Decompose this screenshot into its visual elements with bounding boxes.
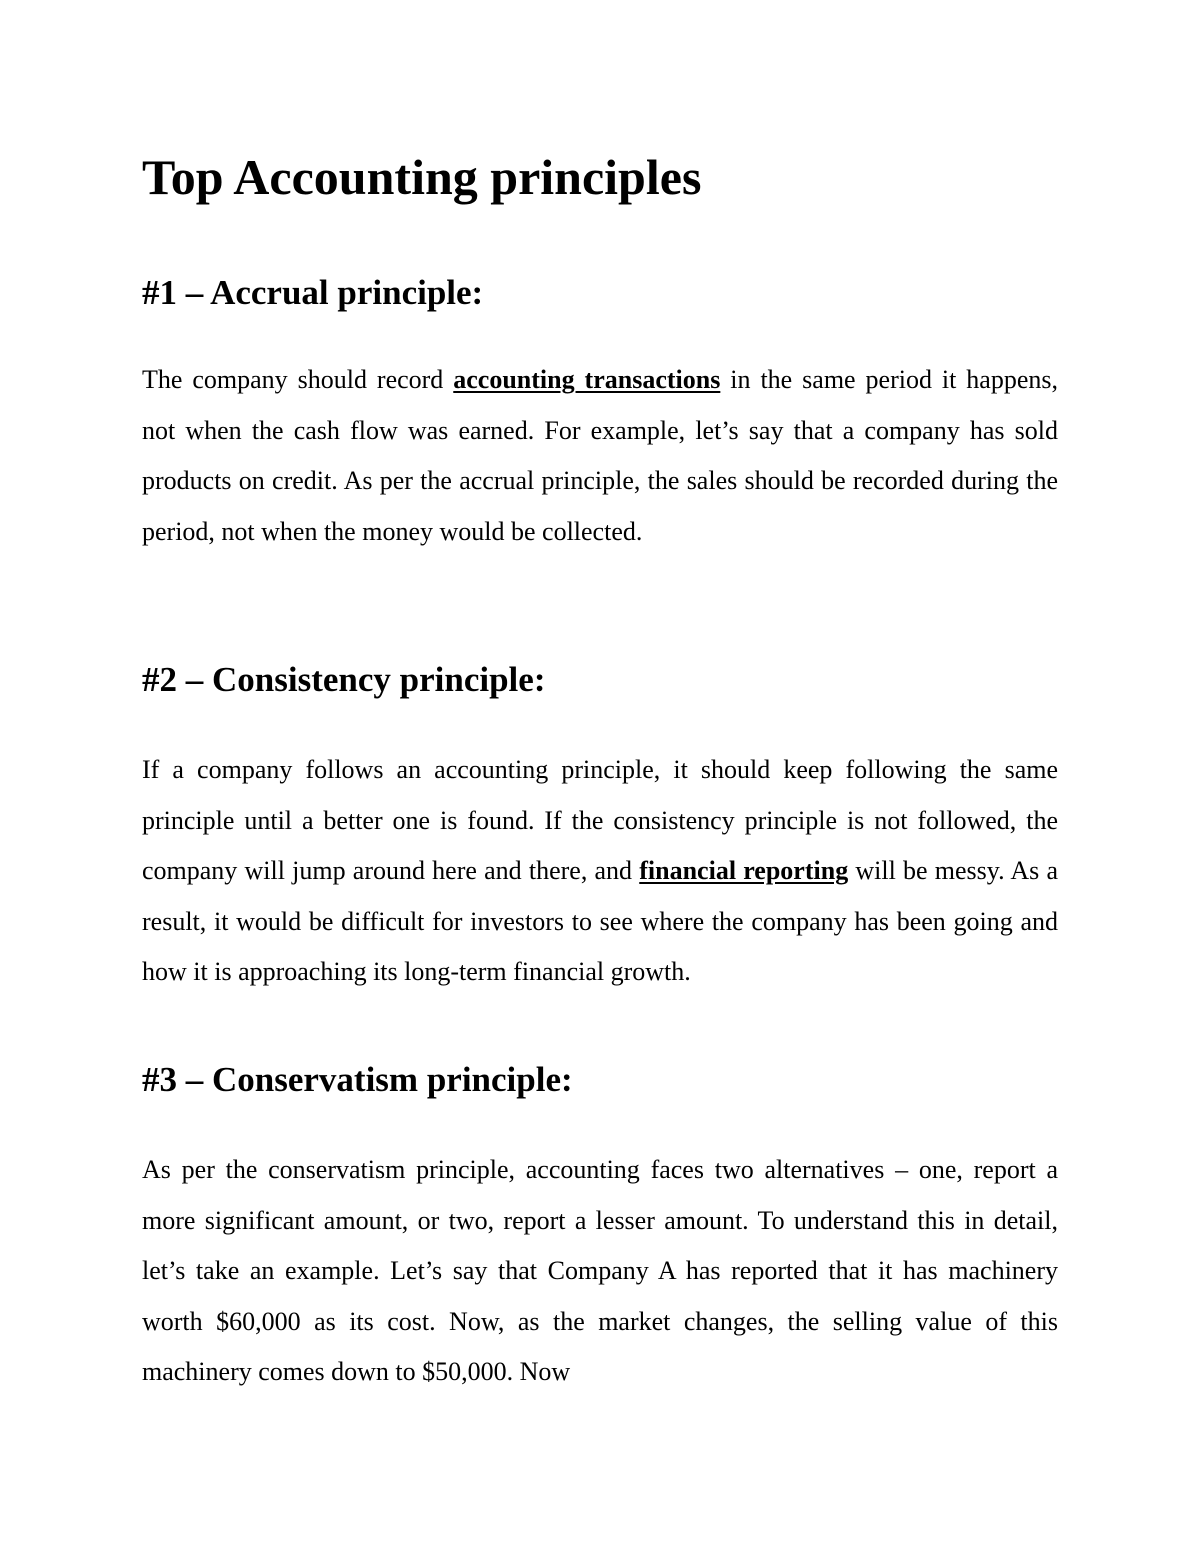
section-body-conservatism: As per the conservatism principle, accounting faces two alternatives – one, report a more significant amount, or two, report a lesser amount. To understand this in detail, let’s take an example. Let’s say that Company A has reported that it has machinery worth $60,000 as its cost. Now, as the market changes, the selling value of this machinery comes down to $50,000. Now xyxy=(142,1155,1058,1387)
section-body-consistency xyxy=(142,745,1058,998)
body-text: If a company follows an accounting principle, it should keep following the same principle until a better one is found. If the consistency principle is not followed, the company will jump around here and there, and xyxy=(142,755,1058,886)
section-heading-consistency: #2 – Consistency principle: xyxy=(142,660,546,699)
body-text: in the same period it happens, not when the cash flow was earned. For example, let’s say that a company has sold products on credit. As per the accrual principle, the sales should be recorded during the period, not when the money would be collected. xyxy=(142,365,1059,546)
section-body-accrual xyxy=(142,355,1058,557)
section-heading-conservatism: #3 – Conservatism principle: xyxy=(142,1060,573,1099)
financial-reporting-link[interactable]: financial reporting xyxy=(639,856,849,886)
body-text: will be messy. As a result, it would be difficult for investors to see where the company has been going and how it is approaching its long-term financial growth. xyxy=(142,856,1058,987)
accounting-transactions-link[interactable]: accounting transactions xyxy=(453,365,721,394)
section-heading-accrual: #1 – Accrual principle: xyxy=(142,273,484,312)
body-text: The company should record xyxy=(142,365,454,394)
page-title: Top Accounting principles xyxy=(142,149,702,205)
